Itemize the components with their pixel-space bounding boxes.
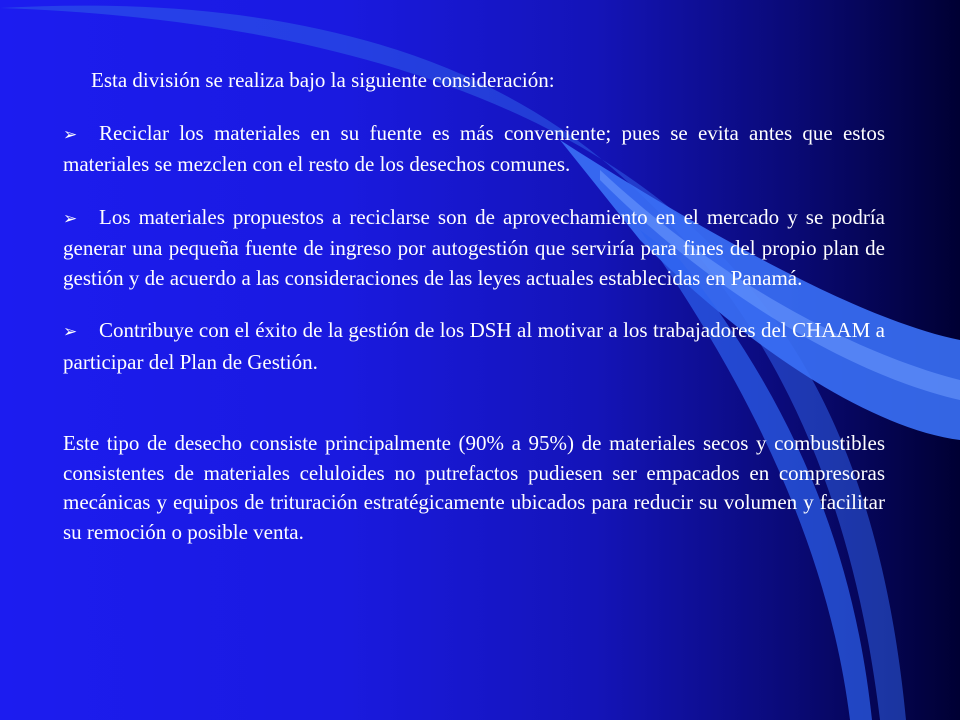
slide-body <box>63 66 885 568</box>
bullet-text: Los materiales propuestos a reciclarse son de aprovechamiento en el mercado y se podría generar una pequeña fuente de ingreso por autogestión que serviría para fines del propio plan de gestión y de acuerdo a las consideraciones de las leyes actuales establecidas en Panamá. <box>63 204 885 290</box>
bullet-item <box>63 203 885 294</box>
arrow-bullet-icon: ➢ <box>63 124 78 145</box>
bullet-item <box>63 119 885 180</box>
bullet-text: Reciclar los materiales en su fuente es más conveniente; pues se evita antes que estos materiales se mezclen con el resto de los desechos comunes. <box>63 120 885 176</box>
arrow-bullet-icon: ➢ <box>63 208 78 229</box>
bullet-item <box>63 316 885 377</box>
closing-paragraph: Este tipo de desecho consiste principalmente (90% a 95%) de materiales secos y combustibles consistentes de materiales celuloides no putrefactos pudiesen ser empacados en compresoras mecánicas y equipos de trituración estratégicamente ubicados para reducir su volumen y facilitar su remoción o posible venta. <box>63 431 885 544</box>
bullet-text: Contribuye con el éxito de la gestión de los DSH al motivar a los trabajadores del CHAAM a participar del Plan de Gestión. <box>63 318 885 374</box>
intro-text: Esta división se realiza bajo la siguiente consideración: <box>91 68 555 92</box>
arrow-bullet-icon: ➢ <box>63 322 78 342</box>
